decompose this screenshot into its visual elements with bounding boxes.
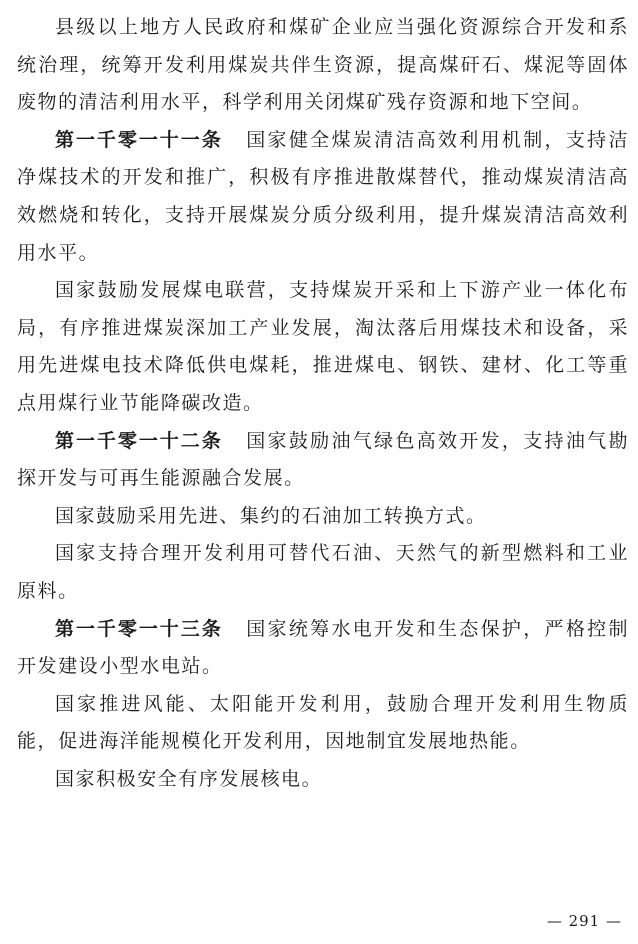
paragraph-text: 国家推进风能、太阳能开发利用，鼓励合理开发利用生物质能，促进海洋能规模化开发利用，因地制宜发展地热能。 (17, 692, 629, 753)
paragraph-article-1013 (17, 611, 629, 686)
paragraph-article-1012 (17, 423, 629, 498)
paragraph-1 (17, 9, 629, 122)
paragraph-3 (17, 272, 629, 422)
paragraph-article-1011 (17, 122, 629, 272)
article-number: 第一千零一十一条 (55, 128, 223, 151)
paragraph-text: 国家鼓励发展煤电联营，支持煤炭开采和上下游产业一体化布局，有序推进煤炭深加工产业发展，淘汰落后用煤技术和设备，采用先进煤电技术降低供电煤耗，推进煤电、钢铁、建材、化工等重点用煤行业节能降碳改造。 (17, 279, 629, 414)
paragraph-text: 国家积极安全有序发展核电。 (55, 767, 323, 790)
article-number: 第一千零一十二条 (55, 429, 223, 452)
paragraph-text: 国家统筹水电开发和生态保护，严格控制开发建设小型水电站。 (17, 617, 629, 678)
paragraph-text: 国家健全煤炭清洁高效利用机制，支持洁净煤技术的开发和推广，积极有序推进散煤替代，推动煤炭清洁高效燃烧和转化，支持开展煤炭分质分级利用，提升煤炭清洁高效利用水平。 (17, 128, 629, 264)
paragraph-text: 国家鼓励油气绿色高效开发，支持油气勘探开发与可再生能源融合发展。 (17, 429, 629, 490)
paragraph-text: 县级以上地方人民政府和煤矿企业应当强化资源综合开发和系统治理，统筹开发利用煤炭共伴生资源，提高煤矸石、煤泥等固体废物的清洁利用水平，科学利用关闭煤矿残存资源和地下空间。 (17, 16, 629, 114)
paragraph-text: 国家支持合理开发利用可替代石油、天然气的新型燃料和工业原料。 (17, 542, 629, 602)
paragraph-text: 国家鼓励采用先进、集约的石油加工转换方式。 (55, 504, 487, 527)
document-page (17, 0, 629, 798)
article-number: 第一千零一十三条 (55, 617, 223, 640)
paragraph-6 (17, 535, 629, 610)
paragraph-5 (17, 498, 629, 536)
paragraph-9 (17, 761, 629, 799)
paragraph-8 (17, 686, 629, 761)
page-number: — 291 — (546, 912, 622, 930)
